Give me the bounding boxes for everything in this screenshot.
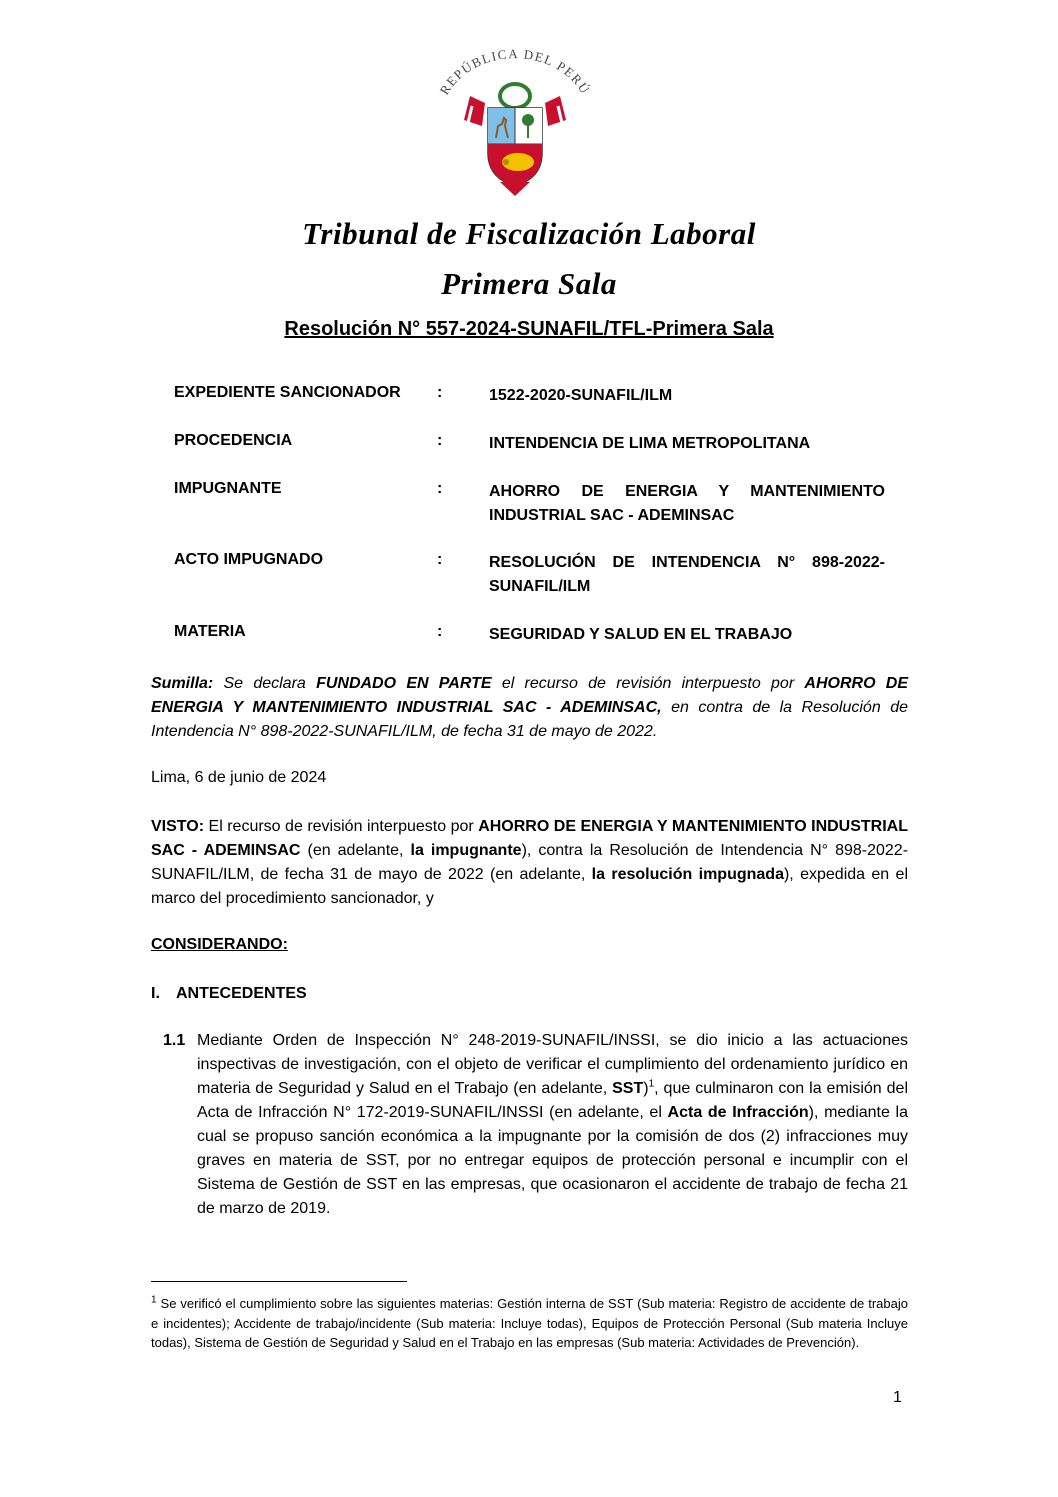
visto-bold: AHORRO DE ENERGIA Y MANTENIMIENTO INDUSTRIAL SAC - ADEMINSAC <box>151 818 908 859</box>
tribunal-title: Tribunal de Fiscalización Laboral <box>302 216 756 251</box>
sumilla-paragraph <box>151 672 908 744</box>
metadata-label: PROCEDENCIA <box>174 432 293 449</box>
sumilla-text: el recurso de revisión interpuesto por <box>491 675 805 692</box>
footnote-marker: 1 <box>151 1294 157 1306</box>
item-bold: Acta de Infracción <box>667 1104 809 1121</box>
visto-text: ), expedida en el marco del procedimiento sancionador, y <box>151 866 908 907</box>
footnote-separator <box>151 1281 407 1282</box>
metadata-colon: : <box>437 480 443 497</box>
metadata-label: MATERIA <box>174 623 246 640</box>
svg-text:REPÚBLICA DEL PERÚ <box>437 48 594 97</box>
footnote-reference[interactable]: 1 <box>648 1078 655 1090</box>
metadata-colon: : <box>437 384 443 401</box>
visto-bold: la resolución impugnada <box>591 866 784 883</box>
item-text-part: , que culminaron con la emisión del Acta de Infracción N° 172-2019-SUNAFIL/INSSI (en adelante, el <box>197 1080 908 1121</box>
visto-text: (en adelante, <box>300 842 411 859</box>
metadata-label: EXPEDIENTE SANCIONADOR <box>174 384 401 401</box>
visto-text: El recurso de revisión interpuesto por <box>204 818 479 835</box>
section-number: I. <box>151 985 160 1002</box>
item-number: 1.1 <box>163 1032 186 1049</box>
coat-of-arms-emblem <box>430 48 600 196</box>
metadata-value: INTENDENCIA DE LIMA METROPOLITANA <box>489 435 811 452</box>
sumilla-text: en contra de la Resolución de Intendencia N° 898-2022-SUNAFIL/ILM, de fecha 31 de mayo de 2022. <box>151 699 909 740</box>
sumilla-text: Se declara <box>213 675 317 692</box>
metadata-colon: : <box>437 623 443 640</box>
metadata-colon: : <box>437 432 443 449</box>
sumilla-bold: AHORRO DE ENERGIA Y MANTENIMIENTO INDUSTRIAL SAC - ADEMINSAC, <box>151 675 909 716</box>
footnote-1 <box>151 1294 908 1353</box>
sumilla-bold: FUNDADO EN PARTE <box>316 675 492 692</box>
visto-bold: la impugnante <box>410 842 522 859</box>
sala-title: Primera Sala <box>441 266 617 301</box>
metadata-value: RESOLUCIÓN DE INTENDENCIA N° 898-2022-SUNAFIL/ILM <box>489 554 885 595</box>
visto-label: VISTO: <box>151 818 205 835</box>
footnote-text: Se verificó el cumplimiento sobre las siguientes materias: Gestión interna de SST (Sub materia: Registro de accidente de trabajo e incidentes); Accidente de trabajo/incidente (Sub materia: Incluye todas), Equipos de Protección Personal (Sub materia Incluye todas), Sistema de Gestión de Seguridad y Salud en el Trabajo en las empresas (Sub materia: Actividades de Prevención). <box>151 1296 908 1350</box>
visto-paragraph <box>151 815 908 911</box>
metadata-value: 1522-2020-SUNAFIL/ILM <box>489 387 673 404</box>
metadata-label: ACTO IMPUGNADO <box>174 551 324 568</box>
item-text <box>197 1029 908 1221</box>
item-text-part: ), mediante la cual se propuso sanción económica a la impugnante por la comisión de dos (2) infracciones muy graves en materia de SST, por no entregar equipos de protección personal e incumplir con el Sistema de Gestión de SST en las empresas, que ocasionaron el accidente de trabajo de fecha 21 de marzo de 2019. <box>197 1104 909 1217</box>
sumilla-label: Sumilla: <box>151 675 214 692</box>
section-title: ANTECEDENTES <box>176 985 307 1002</box>
considerando-heading: CONSIDERANDO: <box>151 936 288 953</box>
visto-text: ), contra la Resolución de Intendencia N° 898-2022-SUNAFIL/ILM, de fecha 31 de mayo de 2022 (en adelante, <box>151 842 909 883</box>
metadata-value: SEGURIDAD Y SALUD EN EL TRABAJO <box>489 626 793 643</box>
metadata-value: AHORRO DE ENERGIA Y MANTENIMIENTO INDUSTRIAL SAC - ADEMINSAC <box>489 483 885 524</box>
resolution-number: Resolución N° 557-2024-SUNAFIL/TFL-Primera Sala <box>284 318 774 340</box>
section-heading <box>151 982 908 1006</box>
place-date: Lima, 6 de junio de 2024 <box>151 769 327 786</box>
item-text-part: Mediante Orden de Inspección N° 248-2019-SUNAFIL/INSSI, se dio inicio a las actuaciones inspectivas de investigación, con el objeto de verificar el cumplimiento del ordenamiento jurídico en materia de Seguridad y Salud en el Trabajo (en adelante, <box>197 1032 908 1097</box>
crest-arc-text: REPÚBLICA DEL PERÚ <box>436 48 594 98</box>
item-text-part: ) <box>643 1080 649 1097</box>
page-number: 1 <box>893 1389 902 1406</box>
metadata-colon: : <box>437 551 443 568</box>
metadata-label: IMPUGNANTE <box>174 480 282 497</box>
item-bold: SST <box>612 1080 644 1097</box>
